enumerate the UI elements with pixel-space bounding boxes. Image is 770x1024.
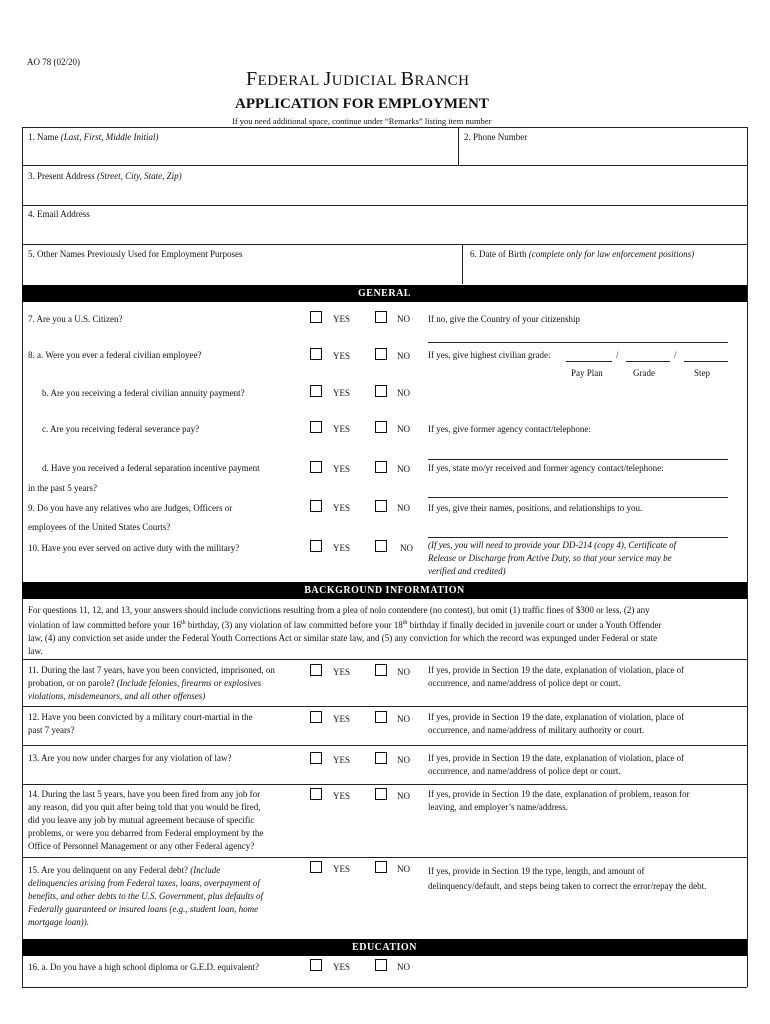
q11-no-checkbox[interactable] (375, 664, 387, 676)
q-line: If yes, provide in Section 19 the date, explanation of violation, place of (428, 665, 685, 675)
title-part: EDERAL (257, 73, 324, 89)
section-education: EDUCATION (22, 939, 747, 956)
no-label: NO (397, 314, 410, 324)
q-line: Office of Personnel Management or any other Federal agency? (28, 841, 255, 851)
q14-yes-checkbox[interactable] (310, 788, 322, 800)
q8d-label-2: in the past 5 years? (28, 483, 97, 493)
q14-label (28, 788, 308, 853)
address-label: 3. Present Address (28, 171, 95, 181)
superscript: th (180, 620, 186, 626)
slash: / (616, 350, 619, 360)
q-line: If yes, provide in Section 19 the date, explanation of violation, place of (428, 712, 685, 722)
q11-label (28, 664, 308, 703)
title-part: UDICIAL (331, 73, 401, 89)
yes-label: YES (333, 424, 351, 434)
no-label: NO (397, 755, 410, 765)
q8d-label-1: d. Have you received a federal separation incentive payment (42, 463, 260, 473)
intro-line: For questions 11, 12, and 13, your answers should include convictions resulting from a plea of nolo contendere (no contest), but omit (1) traffic fines of $300 or less, (2) any (28, 605, 650, 615)
q8a-no-checkbox[interactable] (375, 348, 387, 360)
q-line: If yes, provide in Section 19 the date, explanation of violation, place of (428, 753, 685, 763)
q-line: Federally guaranteed or insured loans (e.g., student loan, home (28, 904, 259, 914)
intro-line: law, (4) any conviction set aside under the Federal Youth Corrections Act or similar state law, and (5) any conviction for which the record was expunged under Federal or state (28, 633, 658, 643)
q16a-no-checkbox[interactable] (375, 959, 387, 971)
q-line: If yes, provide in Section 19 the date, explanation of problem, reason for (428, 789, 690, 799)
pay-plan-line[interactable] (566, 361, 612, 362)
q-line: problems, or were you debarred from Federal employment by the (28, 828, 264, 838)
step-caption: Step (694, 368, 711, 378)
q14-followup (428, 788, 744, 814)
dob-field[interactable] (470, 249, 694, 259)
q9-answer-line[interactable] (428, 537, 728, 538)
q7-label: 7. Are you a U.S. Citizen? (28, 314, 123, 324)
q10-yes-checkbox[interactable] (310, 540, 322, 552)
no-label: NO (397, 351, 410, 361)
q-line: mortgage loan)). (28, 917, 89, 927)
page-subtitle: APPLICATION FOR EMPLOYMENT (235, 96, 489, 112)
q-line: delinquencies arising from Federal taxes, loans, overpayment of (28, 878, 260, 888)
superscript: th (402, 620, 408, 626)
q8d-answer-line[interactable] (428, 497, 728, 498)
q-line: past 7 years? (28, 725, 75, 735)
q13-yes-checkbox[interactable] (310, 752, 322, 764)
q8c-yes-checkbox[interactable] (310, 421, 322, 433)
yes-label: YES (333, 864, 351, 874)
q14-no-checkbox[interactable] (375, 788, 387, 800)
yes-label: YES (333, 791, 351, 801)
q-line: 14. During the last 5 years, have you been fired from any job for (28, 789, 261, 799)
q13-followup (428, 752, 744, 778)
q-line: any reason, did you quit after being told that you would be fired, (28, 802, 261, 812)
q13-label: 13. Are you now under charges for any violation of law? (28, 753, 232, 763)
form-code: AO 78 (02/20) (27, 57, 80, 67)
no-label: NO (397, 503, 410, 513)
q10-label: 10. Have you ever served on active duty with the military? (28, 543, 240, 553)
q13-no-checkbox[interactable] (375, 752, 387, 764)
q-line: benefits, and other debts to the U.S. Government, plus defaults of (28, 891, 263, 901)
name-hint: (Last, First, Middle Initial) (60, 132, 159, 142)
q16a-label: 16. a. Do you have a high school diploma or G.E.D. equivalent? (28, 962, 259, 972)
q-part: (Include felonies, firearms or explosives (116, 678, 262, 688)
q8c-no-checkbox[interactable] (375, 421, 387, 433)
dob-label: 6. Date of Birth (470, 249, 527, 259)
q10-no-checkbox[interactable] (375, 540, 387, 552)
section-general: GENERAL (22, 285, 747, 302)
q10-note-2: Release or Discharge from Active Duty, so that your service may be (428, 553, 672, 563)
no-label: NO (397, 464, 410, 474)
q12-no-checkbox[interactable] (375, 711, 387, 723)
section-background: BACKGROUND INFORMATION (22, 582, 747, 599)
q11-yes-checkbox[interactable] (310, 664, 322, 676)
no-label: NO (397, 791, 410, 801)
q7-answer-line[interactable] (428, 342, 728, 343)
q8c-answer-line[interactable] (428, 459, 728, 460)
yes-label: YES (333, 962, 351, 972)
q-line (28, 677, 308, 690)
address-field[interactable] (28, 171, 182, 181)
name-field[interactable] (28, 132, 159, 142)
q8a-followup: If yes, give highest civilian grade: (428, 350, 551, 360)
yes-label: YES (333, 464, 351, 474)
q15-no-checkbox[interactable] (375, 861, 387, 873)
q-part: 15. Are you delinquent on any Federal debt? (28, 865, 188, 875)
no-label: NO (397, 424, 410, 434)
q8b-no-checkbox[interactable] (375, 385, 387, 397)
q15-label (28, 864, 308, 929)
intro-part: birthday, (3) any violation of law committed before your 18 (185, 620, 403, 630)
phone-field[interactable]: 2. Phone Number (464, 132, 528, 142)
email-field[interactable]: 4. Email Address (28, 209, 90, 219)
yes-label: YES (333, 351, 351, 361)
step-line[interactable] (684, 361, 728, 362)
yes-label: YES (333, 755, 351, 765)
q8d-yes-checkbox[interactable] (310, 461, 322, 473)
intro-part: birthday if finally decided in juvenile court or under a Youth Offender (407, 620, 662, 630)
q10-note-3: verified and credited) (428, 566, 506, 576)
grade-caption: Grade (633, 368, 655, 378)
background-intro (28, 604, 744, 658)
yes-label: YES (333, 543, 351, 553)
q9-label-2: employees of the United States Courts? (28, 522, 171, 532)
intro-line (28, 617, 744, 632)
q8b-yes-checkbox[interactable] (310, 385, 322, 397)
no-label: NO (397, 864, 410, 874)
no-label: NO (397, 388, 410, 398)
q-line: leaving, and employer’s name/address. (428, 802, 569, 812)
q9-no-checkbox[interactable] (375, 500, 387, 512)
q-line: occurrence, and name/address of police dept or court. (428, 766, 621, 776)
q-line: delinquency/default, and steps being taken to correct the error/repay the debt. (428, 881, 707, 891)
q-line: 11. During the last 7 years, have you been convicted, imprisoned, on (28, 665, 275, 675)
q-line (28, 864, 308, 877)
q9-followup: If yes, give their names, positions, and relationships to you. (428, 503, 643, 513)
address-hint: (Street, City, State, Zip) (97, 171, 182, 181)
intro-part: violation of law committed before your 16 (28, 620, 181, 630)
yes-label: YES (333, 714, 351, 724)
title-part: J (323, 68, 332, 90)
no-label: NO (397, 667, 410, 677)
yes-label: YES (333, 388, 351, 398)
q15-followup (428, 864, 746, 894)
q9-label-1: 9. Do you have any relatives who are Judges, Officers or (28, 503, 233, 513)
q-line: If yes, provide in Section 19 the type, length, and amount of (428, 866, 645, 876)
q8d-no-checkbox[interactable] (375, 461, 387, 473)
q-line: 12. Have you been convicted by a military court-martial in the (28, 712, 253, 722)
q9-yes-checkbox[interactable] (310, 500, 322, 512)
q7-no-checkbox[interactable] (375, 311, 387, 323)
title-part: F (246, 68, 258, 90)
no-label: NO (397, 962, 410, 972)
instruction-text: If you need additional space, continue under “Remarks” listing item number (232, 116, 492, 126)
other-names-field[interactable]: 5. Other Names Previously Used for Employment Purposes (28, 249, 243, 259)
q12-label (28, 711, 308, 737)
q12-followup (428, 711, 744, 737)
q7-yes-checkbox[interactable] (310, 311, 322, 323)
q8b-label: b. Are you receiving a federal civilian annuity payment? (42, 388, 245, 398)
q8a-label: 8. a. Were you ever a federal civilian employee? (28, 350, 202, 360)
intro-line: law. (28, 646, 43, 656)
yes-label: YES (333, 503, 351, 513)
q8d-followup: If yes, state mo/yr received and former agency contact/telephone: (428, 463, 664, 473)
pay-plan-caption: Pay Plan (571, 368, 603, 378)
q-line: violations, misdemeanors, and all other offenses) (28, 691, 206, 701)
q8a-yes-checkbox[interactable] (310, 348, 322, 360)
q12-yes-checkbox[interactable] (310, 711, 322, 723)
grade-line[interactable] (626, 361, 670, 362)
q-part: (Include (190, 865, 221, 875)
q-line: occurrence, and name/address of military authority or court. (428, 725, 645, 735)
no-label: NO (397, 714, 410, 724)
name-label: 1. Name (28, 132, 59, 142)
q-line: did you leave any job by mutual agreement because of specific (28, 815, 255, 825)
title-part: B (400, 68, 415, 90)
yes-label: YES (333, 667, 351, 677)
page-title (246, 68, 470, 91)
q16a-yes-checkbox[interactable] (310, 959, 322, 971)
q-line: occurrence, and name/address of police dept or court. (428, 678, 621, 688)
slash: / (674, 350, 677, 360)
dob-hint: (complete only for law enforcement positions) (528, 249, 695, 259)
q8c-label: c. Are you receiving federal severance pay? (42, 424, 200, 434)
q10-note-1: (If yes, you will need to provide your DD-214 (copy 4), Certificate of (428, 540, 677, 550)
q-part: probation, or on parole? (28, 678, 115, 688)
yes-label: YES (333, 314, 351, 324)
q15-yes-checkbox[interactable] (310, 861, 322, 873)
q11-followup (428, 664, 744, 690)
title-part: RANCH (414, 73, 470, 89)
q7-followup: If no, give the Country of your citizenship (428, 314, 580, 324)
no-label: NO (400, 543, 413, 553)
q8c-followup: If yes, give former agency contact/telephone: (428, 424, 591, 434)
